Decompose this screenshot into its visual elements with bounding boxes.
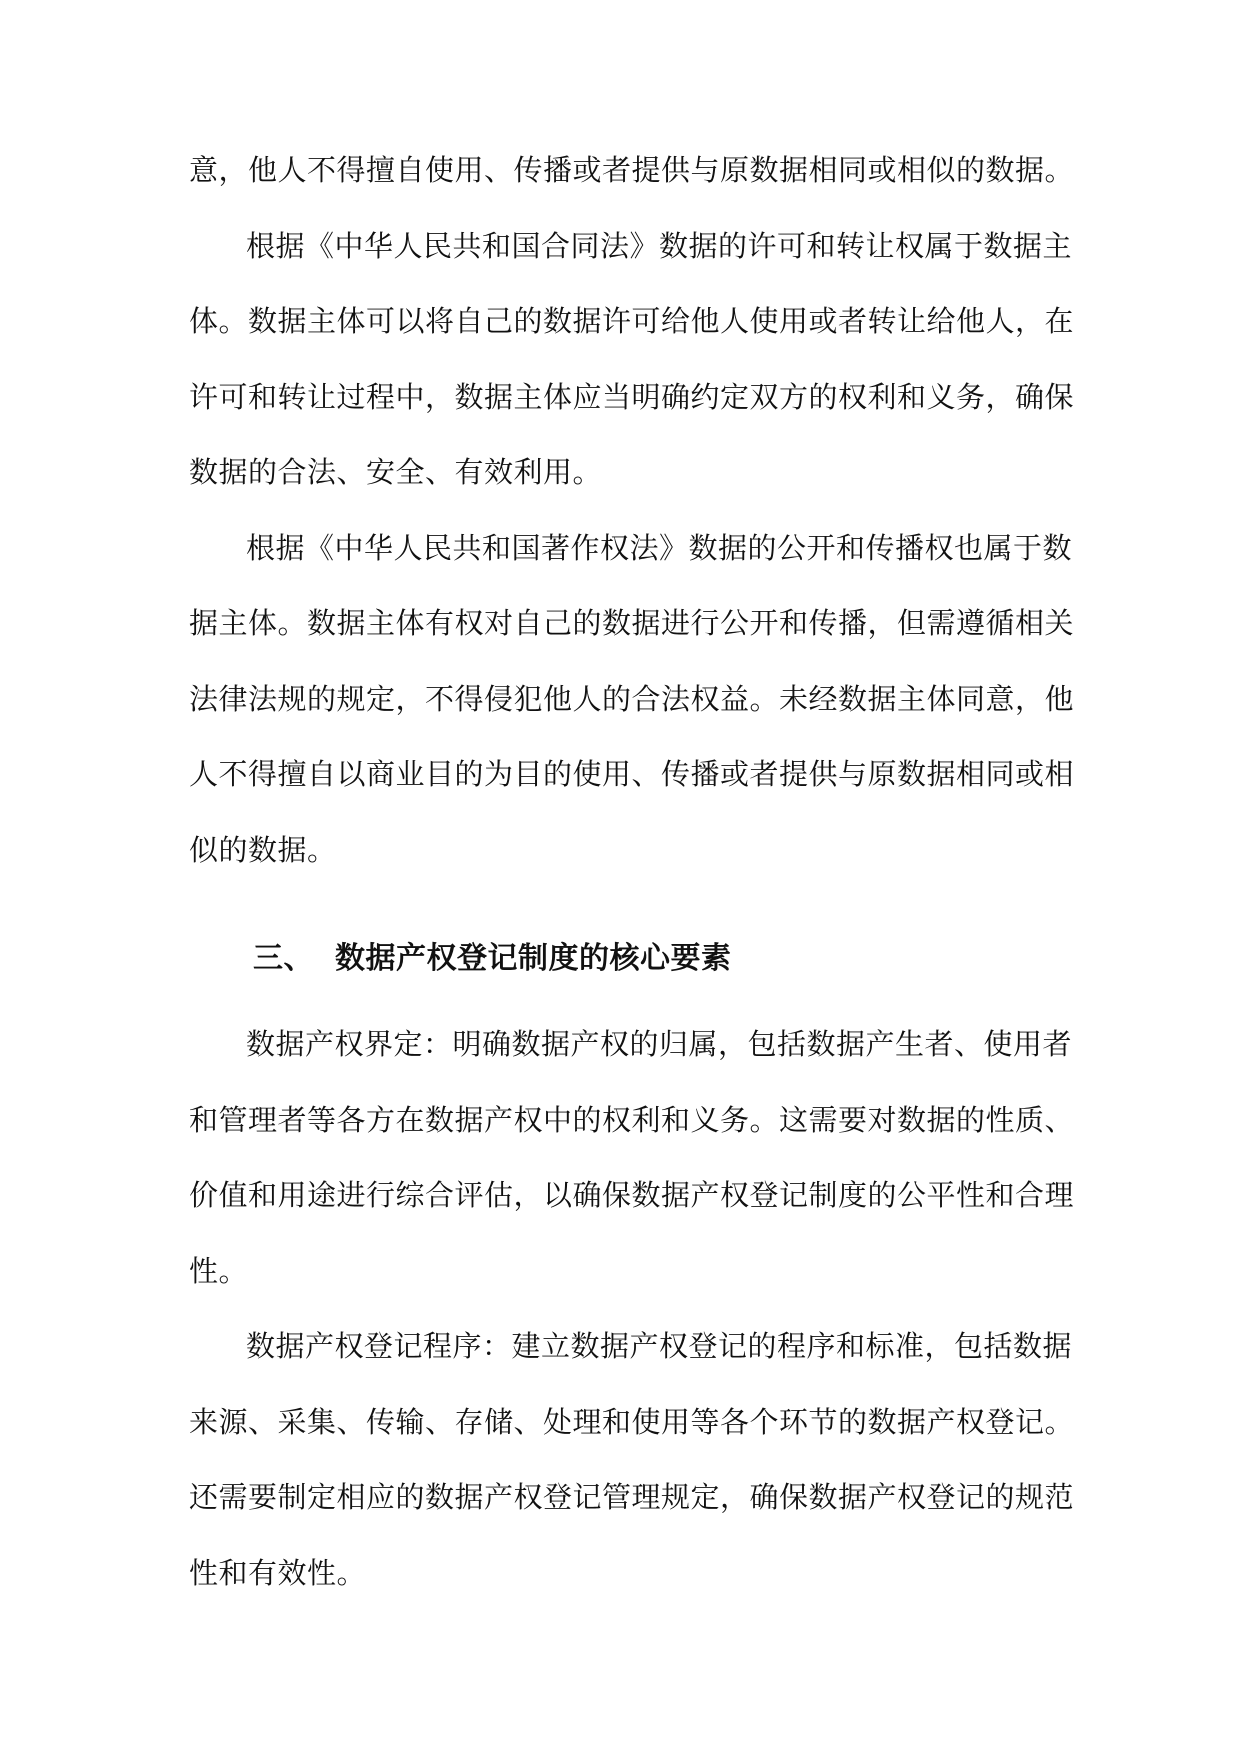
section-heading-number: 三、	[253, 941, 314, 976]
paragraph-line: 人不得擅自以商业目的为目的使用、传播或者提供与原数据相同或相	[189, 757, 1075, 791]
paragraph-line: 价值和用途进行综合评估，以确保数据产权登记制度的公平性和合理	[189, 1178, 1075, 1212]
paragraph-line: 似的数据。	[189, 833, 337, 867]
paragraph-line: 和管理者等各方在数据产权中的权利和义务。这需要对数据的性质、	[189, 1103, 1075, 1137]
paragraph-line: 数据的合法、安全、有效利用。	[189, 455, 603, 489]
paragraph-line: 还需要制定相应的数据产权登记管理规定，确保数据产权登记的规范	[189, 1480, 1075, 1514]
paragraph-line: 根据《中华人民共和国著作权法》数据的公开和传播权也属于数	[246, 531, 1073, 565]
section-heading	[253, 939, 853, 979]
paragraph-line: 意，他人不得擅自使用、传播或者提供与原数据相同或相似的数据。	[189, 153, 1075, 187]
paragraph-line: 体。数据主体可以将自己的数据许可给他人使用或者转让给他人，在	[189, 304, 1075, 338]
paragraph-line: 数据产权登记程序：建立数据产权登记的程序和标准，包括数据	[246, 1329, 1073, 1363]
paragraph-line: 根据《中华人民共和国合同法》数据的许可和转让权属于数据主	[246, 229, 1073, 263]
paragraph-line: 法律法规的规定，不得侵犯他人的合法权益。未经数据主体同意，他	[189, 682, 1075, 716]
section-heading-title: 数据产权登记制度的核心要素	[335, 941, 732, 976]
paragraph-line: 据主体。数据主体有权对自己的数据进行公开和传播，但需遵循相关	[189, 606, 1075, 640]
paragraph-line: 来源、采集、传输、存储、处理和使用等各个环节的数据产权登记。	[189, 1405, 1075, 1439]
paragraph-line: 性和有效性。	[189, 1556, 367, 1590]
paragraph-line: 许可和转让过程中，数据主体应当明确约定双方的权利和义务，确保	[189, 380, 1075, 414]
paragraph-line: 数据产权界定：明确数据产权的归属，包括数据产生者、使用者	[246, 1027, 1073, 1061]
paragraph-line: 性。	[189, 1254, 249, 1288]
